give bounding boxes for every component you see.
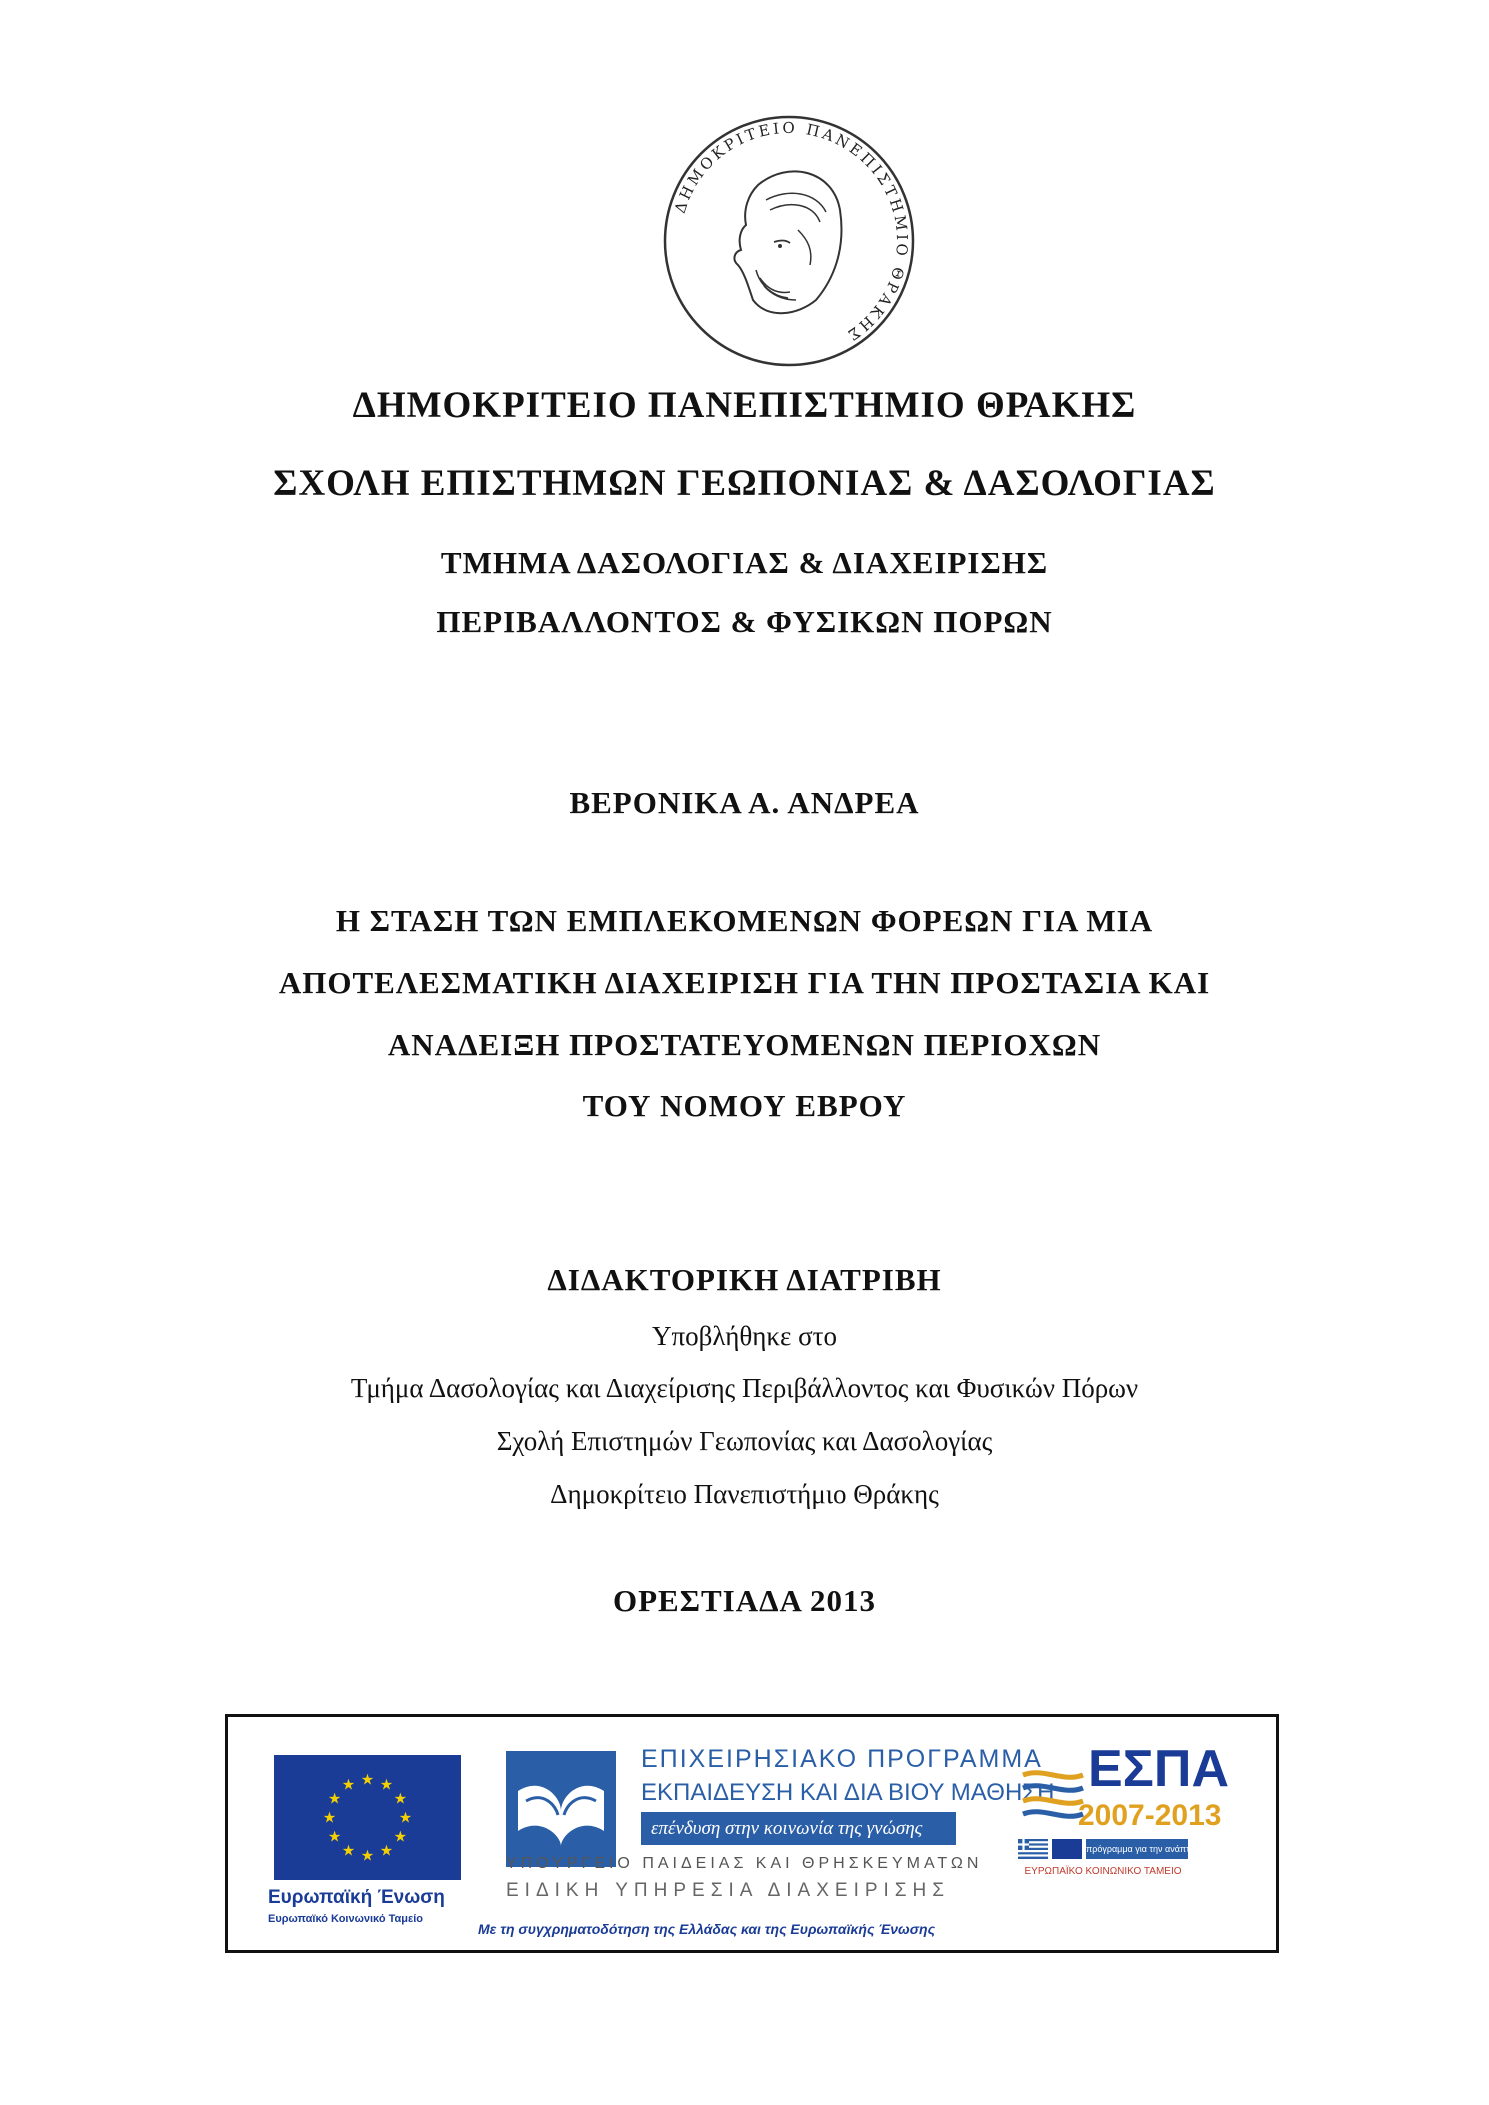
eu-star-icon: ★ xyxy=(393,1827,408,1846)
thesis-title-line: Η ΣΤΑΣΗ ΤΩΝ ΕΜΠΛΕΚΟΜΕΝΩΝ ΦΟΡΕΩΝ ΓΙΑ ΜΙΑ xyxy=(335,903,1154,938)
place-and-year: ΟΡΕΣΤΙΑΔΑ 2013 xyxy=(613,1583,876,1618)
op-program-name: ΕΚΠΑΙΔΕΥΣΗ ΚΑΙ ΔΙΑ ΒΙΟΥ ΜΑΘΗΣΗ xyxy=(641,1779,1055,1806)
democritus-head-icon xyxy=(734,171,841,313)
eu-name: Ευρωπαϊκή Ένωση xyxy=(268,1887,445,1908)
department-line-1: ΤΜΗΜΑ ΔΑΣΟΛΟΓΙΑΣ & ΔΙΑΧΕΙΡΙΣΗΣ xyxy=(440,545,1049,580)
cofunding-statement: Με τη συγχρηματοδότηση της Ελλάδας και της Ευρωπαϊκής Ένωσης xyxy=(478,1921,936,1937)
submission-line: Τμήμα Δασολογίας και Διαχείρισης Περιβάλλοντος και Φυσικών Πόρων xyxy=(350,1373,1139,1403)
submission-line: Υποβλήθηκε στο xyxy=(652,1321,837,1351)
thesis-title-line: ΑΝΑΔΕΙΞΗ ΠΡΟΣΤΑΤΕΥΟΜΕΝΩΝ ΠΕΡΙΟΧΩΝ xyxy=(387,1027,1102,1062)
espa-logo-word: ΕΣΠΑ xyxy=(1088,1740,1229,1798)
eu-star-icon: ★ xyxy=(327,1789,342,1808)
eu-star-icon: ★ xyxy=(398,1808,413,1827)
eu-star-icon: ★ xyxy=(360,1770,375,1789)
document-type: ΔΙΔΑΚΤΟΡΙΚΗ ΔΙΑΤΡΙΒΗ xyxy=(547,1262,942,1297)
svg-text:ΔΗΜΟΚΡΙΤΕΙΟ ΠΑΝΕΠΙΣΤΗΜΙΟ ΘΡΑΚΗ: ΔΗΜΟΚΡΙΤΕΙΟ ΠΑΝΕΠΙΣΤΗΜΙΟ ΘΡΑΚΗΣ xyxy=(670,118,912,346)
espa-tag: πρόγραμμα για την ανάπτυξη xyxy=(1086,1839,1188,1859)
eu-star-icon: ★ xyxy=(341,1775,356,1794)
university-name: ΔΗΜΟΚΡΙΤΕΙΟ ΠΑΝΕΠΙΣΤΗΜΙΟ ΘΡΑΚΗΣ xyxy=(352,385,1137,426)
managing-service-name: ΕΙΔΙΚΗ ΥΠΗΡΕΣΙΑ ΔΙΑΧΕΙΡΙΣΗΣ xyxy=(506,1880,951,1901)
school-name: ΣΧΟΛΗ ΕΠΙΣΤΗΜΩΝ ΓΕΩΠΟΝΙΑΣ & ΔΑΣΟΛΟΓΙΑΣ xyxy=(273,463,1216,504)
eu-small-flag-icon xyxy=(1052,1839,1082,1859)
eu-star-icon: ★ xyxy=(327,1827,342,1846)
op-program-label: ΕΠΙΧΕΙΡΗΣΙΑΚΟ ΠΡΟΓΡΑΜΜΑ xyxy=(641,1745,1043,1773)
eu-star-icon: ★ xyxy=(360,1846,375,1865)
eu-star-icon: ★ xyxy=(341,1841,356,1860)
author-name: ΒΕΡΟΝΙΚΑ Α. ΑΝΔΡΕΑ xyxy=(569,785,920,820)
eu-star-icon: ★ xyxy=(322,1808,337,1827)
ministry-name: ΥΠΟΥΡΓΕΙΟ ΠΑΙΔΕΙΑΣ ΚΑΙ ΘΡΗΣΚΕΥΜΑΤΩΝ xyxy=(506,1855,983,1872)
university-seal xyxy=(648,100,930,382)
funding-banner xyxy=(225,1714,1279,1953)
thesis-title-line: ΤΟΥ ΝΟΜΟΥ ΕΒΡΟΥ xyxy=(582,1088,907,1123)
book-wave-icon xyxy=(506,1751,616,1867)
espa-years: 2007-2013 xyxy=(1078,1799,1222,1832)
greek-flag-icon xyxy=(1018,1839,1048,1859)
submission-line: Σχολή Επιστημών Γεωπονίας και Δασολογίας xyxy=(496,1426,993,1456)
eu-star-icon: ★ xyxy=(379,1775,394,1794)
submission-line: Δημοκρίτειο Πανεπιστήμιο Θράκης xyxy=(550,1479,939,1509)
eu-fund-name: Ευρωπαϊκό Κοινωνικό Ταμείο xyxy=(268,1913,423,1925)
eu-flag-icon xyxy=(274,1755,461,1880)
department-line-2: ΠΕΡΙΒΑΛΛΟΝΤΟΣ & ΦΥΣΙΚΩΝ ΠΟΡΩΝ xyxy=(436,604,1053,639)
eu-star-icon: ★ xyxy=(379,1841,394,1860)
espa-fund: ΕΥΡΩΠΑΪΚΟ ΚΟΙΝΩΝΙΚΟ ΤΑΜΕΙΟ xyxy=(1024,1866,1182,1877)
thesis-title-line: ΑΠΟΤΕΛΕΣΜΑΤΙΚΗ ΔΙΑΧΕΙΡΙΣΗ ΓΙΑ ΤΗΝ ΠΡΟΣΤΑΣΙΑ ΚΑΙ xyxy=(278,965,1211,1000)
eu-star-icon: ★ xyxy=(393,1789,408,1808)
op-tagline: επένδυση στην κοινωνία της γνώσης xyxy=(641,1812,956,1845)
